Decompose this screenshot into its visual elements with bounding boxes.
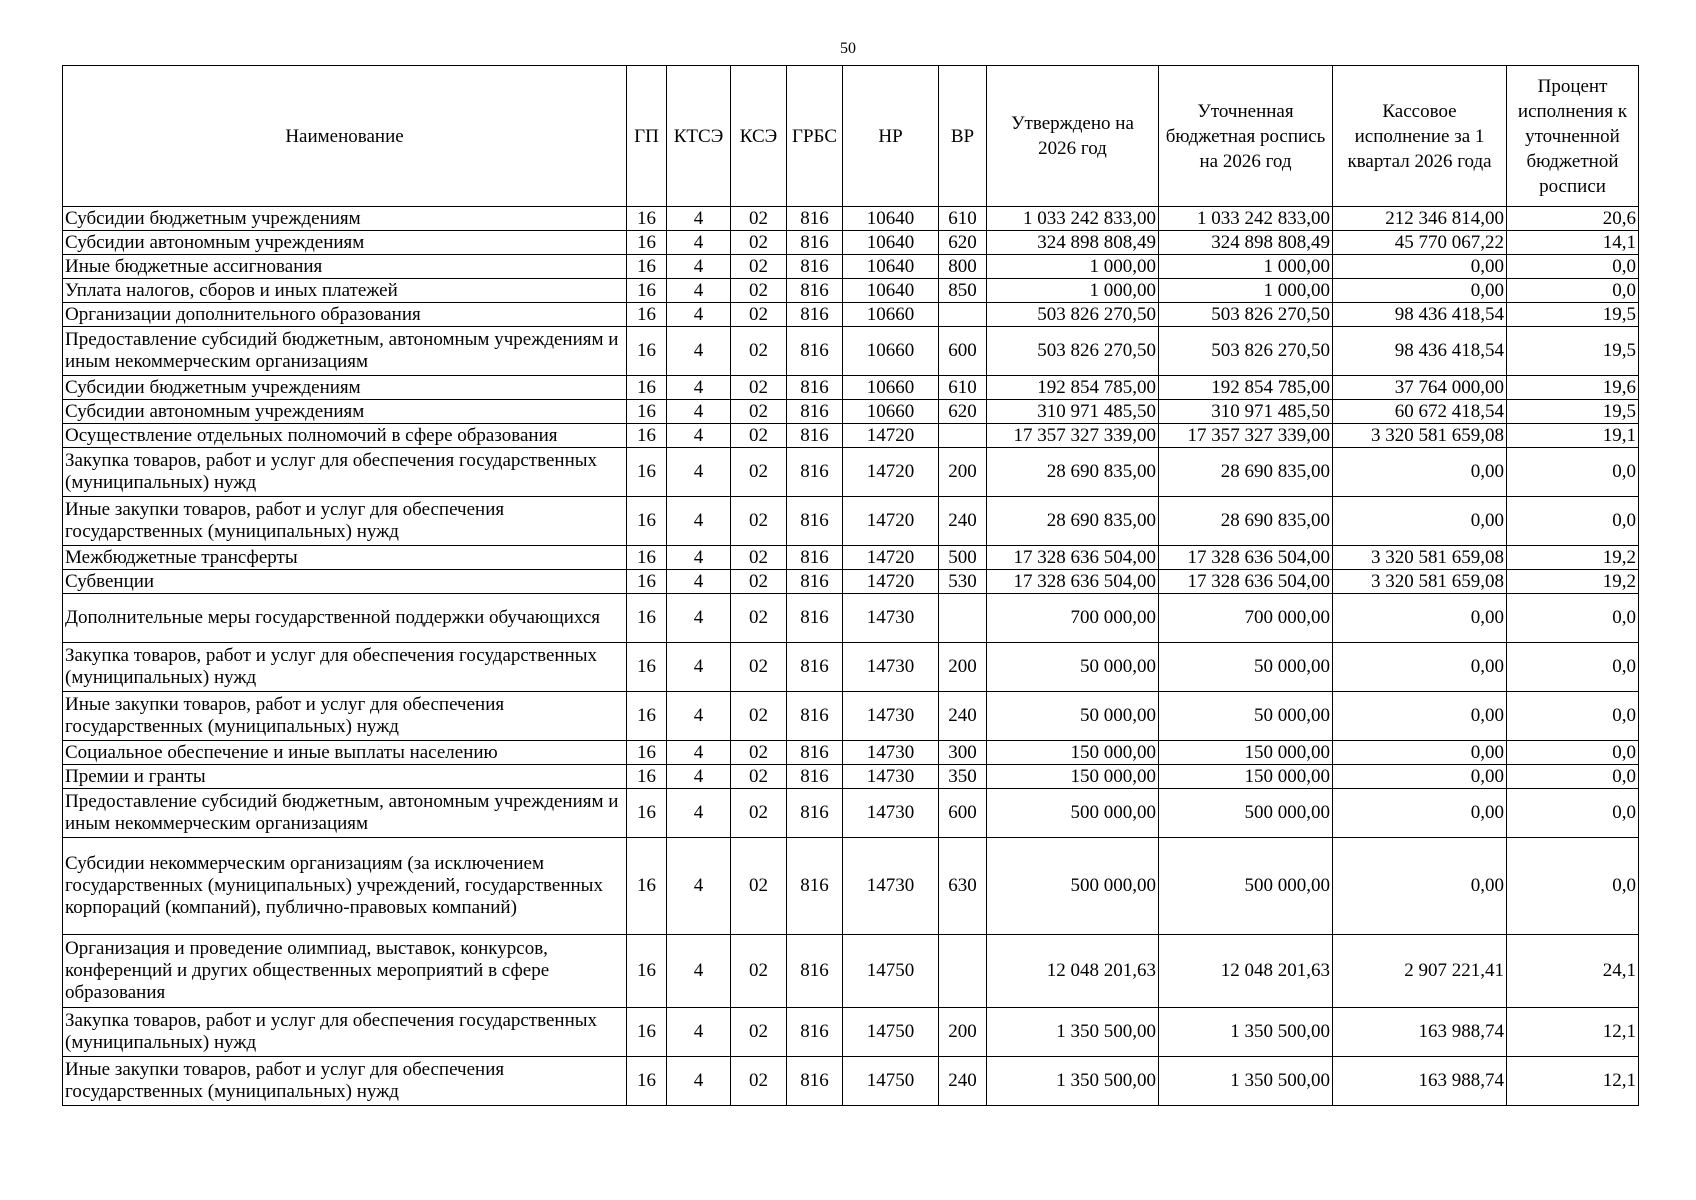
cell-gp: 16 (627, 570, 667, 594)
cell-refined: 500 000,00 (1159, 789, 1333, 838)
cell-vr: 240 (939, 497, 987, 546)
cell-cash: 45 770 067,22 (1333, 231, 1507, 255)
cell-grbs: 816 (787, 231, 843, 255)
header-kse: КСЭ (731, 66, 787, 207)
cell-refined: 1 350 500,00 (1159, 1008, 1333, 1057)
cell-vr (939, 594, 987, 643)
cell-nr: 14750 (843, 1008, 939, 1057)
cell-refined: 1 000,00 (1159, 255, 1333, 279)
cell-name: Осуществление отдельных полномочий в сфере образования (63, 424, 627, 448)
cell-percent: 0,0 (1507, 448, 1639, 497)
cell-vr: 800 (939, 255, 987, 279)
cell-cash: 60 672 418,54 (1333, 400, 1507, 424)
cell-approved: 503 826 270,50 (987, 303, 1159, 327)
cell-gp: 16 (627, 424, 667, 448)
cell-approved: 17 357 327 339,00 (987, 424, 1159, 448)
cell-grbs: 816 (787, 546, 843, 570)
cell-grbs: 816 (787, 741, 843, 765)
cell-percent: 0,0 (1507, 594, 1639, 643)
cell-nr: 14730 (843, 741, 939, 765)
cell-vr: 500 (939, 546, 987, 570)
cell-nr: 14720 (843, 546, 939, 570)
cell-grbs: 816 (787, 255, 843, 279)
cell-kse: 02 (731, 400, 787, 424)
cell-gp: 16 (627, 448, 667, 497)
page-number: 50 (840, 40, 856, 57)
cell-cash: 98 436 418,54 (1333, 303, 1507, 327)
cell-cash: 163 988,74 (1333, 1008, 1507, 1057)
cell-refined: 17 357 327 339,00 (1159, 424, 1333, 448)
cell-cash: 163 988,74 (1333, 1057, 1507, 1106)
cell-vr: 600 (939, 327, 987, 376)
cell-percent: 12,1 (1507, 1057, 1639, 1106)
cell-percent: 24,1 (1507, 935, 1639, 1008)
cell-ktse: 4 (667, 1008, 731, 1057)
cell-gp: 16 (627, 789, 667, 838)
cell-vr: 600 (939, 789, 987, 838)
cell-cash: 0,00 (1333, 692, 1507, 741)
cell-cash: 2 907 221,41 (1333, 935, 1507, 1008)
cell-percent: 0,0 (1507, 838, 1639, 935)
cell-gp: 16 (627, 643, 667, 692)
cell-percent: 0,0 (1507, 765, 1639, 789)
cell-ktse: 4 (667, 400, 731, 424)
cell-gp: 16 (627, 327, 667, 376)
cell-ktse: 4 (667, 231, 731, 255)
cell-nr: 14730 (843, 594, 939, 643)
cell-name: Предоставление субсидий бюджетным, автономным учреждениям и иным некоммерческим организациям (63, 789, 627, 838)
cell-approved: 17 328 636 504,00 (987, 570, 1159, 594)
cell-cash: 0,00 (1333, 594, 1507, 643)
cell-kse: 02 (731, 643, 787, 692)
cell-gp: 16 (627, 594, 667, 643)
cell-approved: 1 350 500,00 (987, 1008, 1159, 1057)
cell-cash: 212 346 814,00 (1333, 207, 1507, 231)
cell-kse: 02 (731, 376, 787, 400)
cell-name: Иные закупки товаров, работ и услуг для обеспечения государственных (муниципальных) нужд (63, 497, 627, 546)
cell-grbs: 816 (787, 643, 843, 692)
cell-name: Социальное обеспечение и иные выплаты населению (63, 741, 627, 765)
cell-approved: 12 048 201,63 (987, 935, 1159, 1008)
cell-nr: 14720 (843, 424, 939, 448)
cell-vr: 240 (939, 1057, 987, 1106)
cell-percent: 0,0 (1507, 741, 1639, 765)
cell-grbs: 816 (787, 448, 843, 497)
cell-nr: 10640 (843, 231, 939, 255)
cell-nr: 14750 (843, 1057, 939, 1106)
cell-ktse: 4 (667, 303, 731, 327)
header-percent: Процент исполнения к уточненной бюджетной росписи (1507, 66, 1639, 207)
cell-approved: 150 000,00 (987, 765, 1159, 789)
header-gp: ГП (627, 66, 667, 207)
cell-vr: 300 (939, 741, 987, 765)
cell-cash: 0,00 (1333, 279, 1507, 303)
cell-grbs: 816 (787, 935, 843, 1008)
cell-refined: 1 350 500,00 (1159, 1057, 1333, 1106)
cell-grbs: 816 (787, 327, 843, 376)
cell-percent: 20,6 (1507, 207, 1639, 231)
cell-grbs: 816 (787, 400, 843, 424)
cell-cash: 0,00 (1333, 838, 1507, 935)
header-nr: НР (843, 66, 939, 207)
cell-name: Субсидии бюджетным учреждениям (63, 376, 627, 400)
cell-ktse: 4 (667, 327, 731, 376)
header-cash: Кассовое исполнение за 1 квартал 2026 года (1333, 66, 1507, 207)
cell-percent: 0,0 (1507, 497, 1639, 546)
table-row (63, 400, 1639, 424)
cell-name: Закупка товаров, работ и услуг для обеспечения государственных (муниципальных) нужд (63, 643, 627, 692)
cell-percent: 12,1 (1507, 1008, 1639, 1057)
cell-cash: 3 320 581 659,08 (1333, 570, 1507, 594)
cell-cash: 3 320 581 659,08 (1333, 546, 1507, 570)
cell-approved: 503 826 270,50 (987, 327, 1159, 376)
cell-approved: 700 000,00 (987, 594, 1159, 643)
cell-name: Иные закупки товаров, работ и услуг для обеспечения государственных (муниципальных) нужд (63, 692, 627, 741)
cell-cash: 3 320 581 659,08 (1333, 424, 1507, 448)
cell-nr: 14720 (843, 570, 939, 594)
cell-ktse: 4 (667, 570, 731, 594)
table-row (63, 255, 1639, 279)
cell-ktse: 4 (667, 207, 731, 231)
cell-nr: 14730 (843, 838, 939, 935)
cell-approved: 17 328 636 504,00 (987, 546, 1159, 570)
header-ktse: КТСЭ (667, 66, 731, 207)
cell-grbs: 816 (787, 789, 843, 838)
table-row (63, 935, 1639, 1008)
cell-name: Субсидии некоммерческим организациям (за исключением государственных (муниципальных) учреждений, государственных корпораций (компаний), публично-правовых компаний) (63, 838, 627, 935)
cell-percent: 19,5 (1507, 303, 1639, 327)
table-row (63, 1057, 1639, 1106)
cell-grbs: 816 (787, 1057, 843, 1106)
cell-percent: 19,5 (1507, 327, 1639, 376)
cell-percent: 14,1 (1507, 231, 1639, 255)
cell-name: Организация и проведение олимпиад, выставок, конкурсов, конференций и других общественных мероприятий в сфере образования (63, 935, 627, 1008)
cell-name: Субвенции (63, 570, 627, 594)
cell-name: Субсидии автономным учреждениям (63, 231, 627, 255)
cell-cash: 0,00 (1333, 765, 1507, 789)
cell-nr: 10640 (843, 255, 939, 279)
cell-refined: 17 328 636 504,00 (1159, 570, 1333, 594)
cell-grbs: 816 (787, 594, 843, 643)
cell-ktse: 4 (667, 643, 731, 692)
cell-vr (939, 424, 987, 448)
cell-refined: 700 000,00 (1159, 594, 1333, 643)
cell-approved: 1 033 242 833,00 (987, 207, 1159, 231)
cell-kse: 02 (731, 1057, 787, 1106)
table-row (63, 570, 1639, 594)
cell-vr: 200 (939, 643, 987, 692)
cell-refined: 28 690 835,00 (1159, 448, 1333, 497)
cell-kse: 02 (731, 448, 787, 497)
cell-approved: 310 971 485,50 (987, 400, 1159, 424)
cell-name: Иные бюджетные ассигнования (63, 255, 627, 279)
cell-vr: 630 (939, 838, 987, 935)
cell-gp: 16 (627, 279, 667, 303)
table-row (63, 643, 1639, 692)
cell-percent: 19,5 (1507, 400, 1639, 424)
cell-refined: 1 033 242 833,00 (1159, 207, 1333, 231)
cell-approved: 1 000,00 (987, 279, 1159, 303)
cell-kse: 02 (731, 935, 787, 1008)
cell-kse: 02 (731, 692, 787, 741)
cell-gp: 16 (627, 207, 667, 231)
table-row (63, 838, 1639, 935)
cell-refined: 503 826 270,50 (1159, 303, 1333, 327)
cell-name: Иные закупки товаров, работ и услуг для обеспечения государственных (муниципальных) нужд (63, 1057, 627, 1106)
cell-cash: 0,00 (1333, 741, 1507, 765)
cell-name: Уплата налогов, сборов и иных платежей (63, 279, 627, 303)
cell-vr: 240 (939, 692, 987, 741)
cell-gp: 16 (627, 497, 667, 546)
cell-kse: 02 (731, 838, 787, 935)
cell-gp: 16 (627, 400, 667, 424)
cell-grbs: 816 (787, 692, 843, 741)
cell-gp: 16 (627, 303, 667, 327)
cell-gp: 16 (627, 231, 667, 255)
cell-ktse: 4 (667, 376, 731, 400)
cell-grbs: 816 (787, 207, 843, 231)
cell-approved: 1 000,00 (987, 255, 1159, 279)
cell-gp: 16 (627, 692, 667, 741)
table-row (63, 207, 1639, 231)
cell-refined: 310 971 485,50 (1159, 400, 1333, 424)
cell-vr: 200 (939, 1008, 987, 1057)
cell-nr: 14730 (843, 789, 939, 838)
cell-nr: 14730 (843, 643, 939, 692)
cell-nr: 14730 (843, 765, 939, 789)
cell-nr: 14720 (843, 448, 939, 497)
cell-approved: 50 000,00 (987, 643, 1159, 692)
cell-refined: 150 000,00 (1159, 765, 1333, 789)
cell-vr: 610 (939, 207, 987, 231)
cell-kse: 02 (731, 207, 787, 231)
cell-gp: 16 (627, 1057, 667, 1106)
cell-kse: 02 (731, 741, 787, 765)
table-row (63, 546, 1639, 570)
cell-grbs: 816 (787, 838, 843, 935)
table-row (63, 327, 1639, 376)
cell-nr: 14720 (843, 497, 939, 546)
budget-execution-table (62, 65, 1639, 1106)
cell-gp: 16 (627, 1008, 667, 1057)
cell-ktse: 4 (667, 279, 731, 303)
cell-refined: 324 898 808,49 (1159, 231, 1333, 255)
cell-gp: 16 (627, 741, 667, 765)
cell-nr: 10640 (843, 207, 939, 231)
cell-kse: 02 (731, 303, 787, 327)
cell-cash: 37 764 000,00 (1333, 376, 1507, 400)
cell-refined: 50 000,00 (1159, 643, 1333, 692)
table-row (63, 765, 1639, 789)
cell-percent: 0,0 (1507, 643, 1639, 692)
cell-ktse: 4 (667, 1057, 731, 1106)
cell-kse: 02 (731, 497, 787, 546)
cell-gp: 16 (627, 376, 667, 400)
cell-refined: 28 690 835,00 (1159, 497, 1333, 546)
cell-ktse: 4 (667, 692, 731, 741)
cell-kse: 02 (731, 327, 787, 376)
cell-ktse: 4 (667, 546, 731, 570)
cell-approved: 500 000,00 (987, 789, 1159, 838)
cell-percent: 19,1 (1507, 424, 1639, 448)
cell-approved: 28 690 835,00 (987, 497, 1159, 546)
cell-ktse: 4 (667, 765, 731, 789)
cell-kse: 02 (731, 570, 787, 594)
table-row (63, 376, 1639, 400)
table-row (63, 448, 1639, 497)
cell-nr: 10660 (843, 376, 939, 400)
cell-approved: 192 854 785,00 (987, 376, 1159, 400)
cell-kse: 02 (731, 424, 787, 448)
cell-vr: 200 (939, 448, 987, 497)
cell-gp: 16 (627, 935, 667, 1008)
cell-grbs: 816 (787, 570, 843, 594)
table-row (63, 741, 1639, 765)
cell-percent: 19,6 (1507, 376, 1639, 400)
cell-refined: 500 000,00 (1159, 838, 1333, 935)
cell-vr: 850 (939, 279, 987, 303)
cell-cash: 0,00 (1333, 448, 1507, 497)
table-row (63, 303, 1639, 327)
cell-vr: 620 (939, 231, 987, 255)
header-grbs: ГРБС (787, 66, 843, 207)
cell-ktse: 4 (667, 424, 731, 448)
cell-kse: 02 (731, 765, 787, 789)
cell-name: Межбюджетные трансферты (63, 546, 627, 570)
cell-nr: 10660 (843, 327, 939, 376)
table-row (63, 1008, 1639, 1057)
cell-refined: 12 048 201,63 (1159, 935, 1333, 1008)
header-name: Наименование (63, 66, 627, 207)
cell-grbs: 816 (787, 424, 843, 448)
cell-kse: 02 (731, 279, 787, 303)
cell-percent: 0,0 (1507, 692, 1639, 741)
cell-refined: 1 000,00 (1159, 279, 1333, 303)
cell-refined: 192 854 785,00 (1159, 376, 1333, 400)
cell-vr: 610 (939, 376, 987, 400)
cell-percent: 0,0 (1507, 789, 1639, 838)
cell-ktse: 4 (667, 594, 731, 643)
table-header-row (63, 66, 1639, 207)
cell-grbs: 816 (787, 279, 843, 303)
cell-refined: 150 000,00 (1159, 741, 1333, 765)
cell-kse: 02 (731, 255, 787, 279)
table-row (63, 279, 1639, 303)
table-row (63, 424, 1639, 448)
cell-grbs: 816 (787, 765, 843, 789)
cell-nr: 10660 (843, 400, 939, 424)
cell-refined: 50 000,00 (1159, 692, 1333, 741)
cell-cash: 98 436 418,54 (1333, 327, 1507, 376)
cell-vr (939, 303, 987, 327)
cell-cash: 0,00 (1333, 643, 1507, 692)
cell-nr: 10640 (843, 279, 939, 303)
table-row (63, 789, 1639, 838)
cell-kse: 02 (731, 789, 787, 838)
cell-approved: 324 898 808,49 (987, 231, 1159, 255)
cell-ktse: 4 (667, 741, 731, 765)
cell-kse: 02 (731, 594, 787, 643)
cell-grbs: 816 (787, 1008, 843, 1057)
cell-nr: 14750 (843, 935, 939, 1008)
cell-grbs: 816 (787, 376, 843, 400)
cell-grbs: 816 (787, 497, 843, 546)
cell-name: Предоставление субсидий бюджетным, автономным учреждениям и иным некоммерческим организациям (63, 327, 627, 376)
cell-ktse: 4 (667, 497, 731, 546)
cell-name: Закупка товаров, работ и услуг для обеспечения государственных (муниципальных) нужд (63, 448, 627, 497)
cell-percent: 19,2 (1507, 570, 1639, 594)
cell-percent: 0,0 (1507, 255, 1639, 279)
cell-name: Премии и гранты (63, 765, 627, 789)
cell-kse: 02 (731, 231, 787, 255)
cell-cash: 0,00 (1333, 255, 1507, 279)
cell-approved: 500 000,00 (987, 838, 1159, 935)
cell-approved: 50 000,00 (987, 692, 1159, 741)
cell-gp: 16 (627, 546, 667, 570)
cell-ktse: 4 (667, 448, 731, 497)
table-row (63, 692, 1639, 741)
cell-cash: 0,00 (1333, 789, 1507, 838)
cell-cash: 0,00 (1333, 497, 1507, 546)
cell-vr: 350 (939, 765, 987, 789)
cell-name: Субсидии автономным учреждениям (63, 400, 627, 424)
cell-approved: 1 350 500,00 (987, 1057, 1159, 1106)
table-row (63, 231, 1639, 255)
cell-ktse: 4 (667, 935, 731, 1008)
cell-ktse: 4 (667, 255, 731, 279)
cell-approved: 150 000,00 (987, 741, 1159, 765)
cell-refined: 503 826 270,50 (1159, 327, 1333, 376)
cell-vr (939, 935, 987, 1008)
cell-gp: 16 (627, 255, 667, 279)
cell-grbs: 816 (787, 303, 843, 327)
table-row (63, 594, 1639, 643)
cell-name: Закупка товаров, работ и услуг для обеспечения государственных (муниципальных) нужд (63, 1008, 627, 1057)
cell-name: Субсидии бюджетным учреждениям (63, 207, 627, 231)
cell-name: Дополнительные меры государственной поддержки обучающихся (63, 594, 627, 643)
cell-nr: 10660 (843, 303, 939, 327)
header-refined: Уточненная бюджетная роспись на 2026 год (1159, 66, 1333, 207)
cell-vr: 530 (939, 570, 987, 594)
cell-ktse: 4 (667, 789, 731, 838)
header-vr: ВР (939, 66, 987, 207)
cell-approved: 28 690 835,00 (987, 448, 1159, 497)
cell-percent: 19,2 (1507, 546, 1639, 570)
cell-gp: 16 (627, 765, 667, 789)
cell-name: Организации дополнительного образования (63, 303, 627, 327)
table-body (63, 207, 1639, 1106)
cell-percent: 0,0 (1507, 279, 1639, 303)
cell-kse: 02 (731, 546, 787, 570)
cell-nr: 14730 (843, 692, 939, 741)
table-row (63, 497, 1639, 546)
cell-refined: 17 328 636 504,00 (1159, 546, 1333, 570)
header-approved: Утверждено на 2026 год (987, 66, 1159, 207)
cell-vr: 620 (939, 400, 987, 424)
cell-gp: 16 (627, 838, 667, 935)
cell-kse: 02 (731, 1008, 787, 1057)
cell-ktse: 4 (667, 838, 731, 935)
